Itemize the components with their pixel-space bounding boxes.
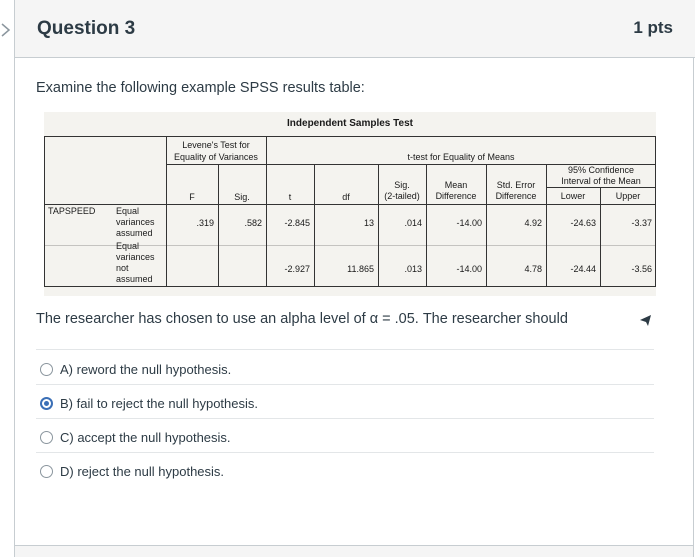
spss-results-table <box>44 112 656 296</box>
option-b[interactable] <box>40 393 258 413</box>
col-md-a: Mean <box>444 180 468 190</box>
col-sig2-b: (2-tailed) <box>384 191 420 201</box>
option-b-label: B) fail to reject the null hypothesis. <box>60 395 258 411</box>
question-title: Question 3 <box>37 18 136 39</box>
row2-t: -2.927 <box>284 264 310 274</box>
option-c-label: C) accept the null hypothesis. <box>60 429 231 445</box>
table-title: Independent Samples Test <box>287 118 413 129</box>
col-se-b: Difference <box>495 191 537 201</box>
col-f: F <box>189 192 195 202</box>
question-stem: The researcher has chosen to use an alpha level of α = .05. The researcher should <box>36 311 568 327</box>
col-md-b: Difference <box>435 191 477 201</box>
row1-t: -2.845 <box>284 218 310 228</box>
col-se-a: Std. Error <box>496 180 536 190</box>
question-points: 1 pts <box>633 18 673 37</box>
question-header <box>15 0 695 58</box>
row1-md: -14.00 <box>456 218 482 228</box>
row1-se: 4.92 <box>524 218 542 228</box>
chevron-right-icon <box>0 22 14 38</box>
row1-sig: .582 <box>244 218 262 228</box>
row1-f: .319 <box>196 218 214 228</box>
col-df: df <box>342 192 350 202</box>
row1-label-1: Equal <box>116 206 140 216</box>
radio-selected-icon[interactable] <box>40 397 53 410</box>
option-c[interactable] <box>40 427 231 447</box>
row1-df: 13 <box>363 218 374 228</box>
col-lower: Lower <box>560 191 586 201</box>
next-question-card <box>14 545 694 557</box>
row2-se: 4.78 <box>524 264 542 274</box>
col-sig: Sig. <box>234 192 250 202</box>
levene-header: Levene's Test for <box>182 140 250 150</box>
variable-name: TAPSPEED <box>48 206 96 216</box>
row2-upper: -3.56 <box>631 264 652 274</box>
radio-icon[interactable] <box>40 465 53 478</box>
ttest-header: t-test for Equality of Means <box>407 152 515 162</box>
row1-sig2: .014 <box>404 218 422 228</box>
ci-header-2: Interval of the Mean <box>561 176 641 186</box>
col-upper: Upper <box>615 191 641 201</box>
row2-df: 11.865 <box>347 264 374 274</box>
row2-label-4: assumed <box>116 274 153 284</box>
row2-label-3: not <box>116 263 129 273</box>
question-prompt: Examine the following example SPSS results table: <box>36 80 365 96</box>
row1-label-2: variances <box>116 217 155 227</box>
option-d[interactable] <box>40 461 224 481</box>
option-a-label: A) reword the null hypothesis. <box>60 361 232 377</box>
radio-icon[interactable] <box>40 431 53 444</box>
cursor-arrow-icon <box>640 315 654 327</box>
row1-upper: -3.37 <box>631 218 652 228</box>
row2-md: -14.00 <box>456 264 482 274</box>
col-sig2-a: Sig. <box>394 180 410 190</box>
row2-lower: -24.44 <box>570 264 596 274</box>
option-d-label: D) reject the null hypothesis. <box>60 463 225 479</box>
row2-label-1: Equal <box>116 241 140 251</box>
levene-header-2: Equality of Variances <box>174 152 258 162</box>
row1-lower: -24.63 <box>570 218 596 228</box>
radio-icon[interactable] <box>40 363 53 376</box>
col-t: t <box>288 192 292 202</box>
ci-header: 95% Confidence <box>567 165 635 175</box>
row1-label-3: assumed <box>116 228 153 238</box>
option-a[interactable] <box>40 359 231 379</box>
row2-label-2: variances <box>116 252 155 262</box>
row2-sig2: .013 <box>404 264 422 274</box>
